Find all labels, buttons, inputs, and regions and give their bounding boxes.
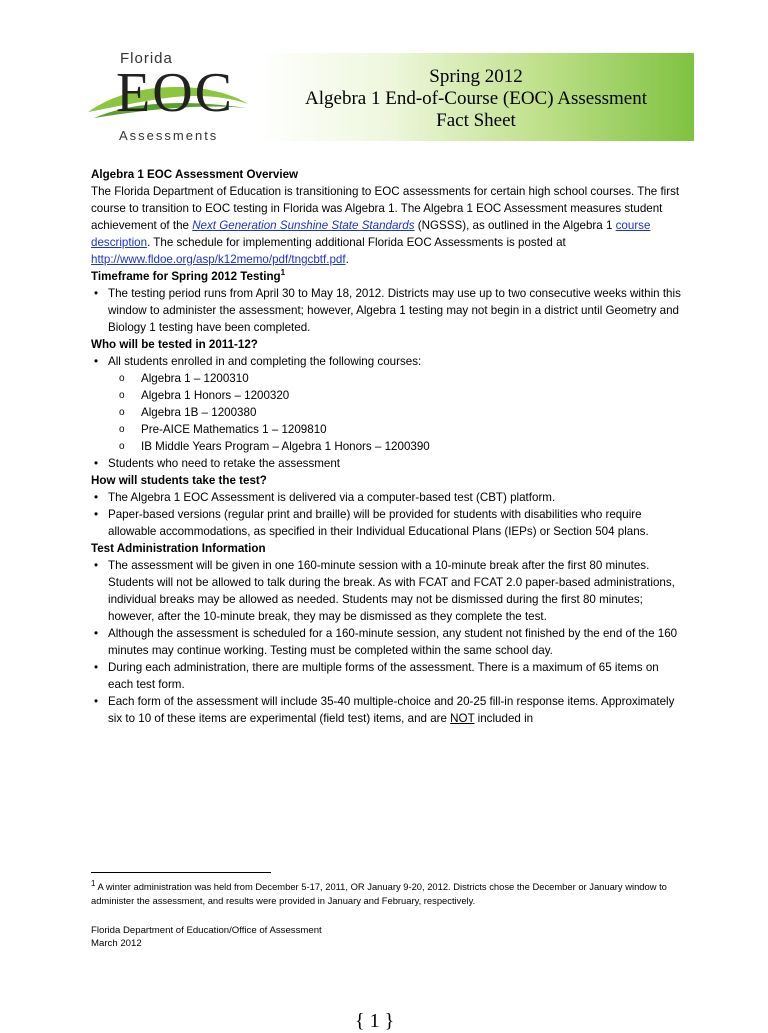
logo-eoc-text: EOC (116, 62, 234, 124)
logo-assessments-text: Assessments (119, 128, 219, 143)
overview-text-3: . The schedule for implementing additional Florida EOC Assessments is posted at (147, 236, 566, 249)
course-list (91, 370, 681, 455)
footnote-ref: 1 (280, 268, 286, 278)
overview-text-4: . (345, 253, 349, 266)
course-item: o Algebra 1B – 1200380 (141, 404, 681, 421)
who-heading: Who will be tested in 2011-12? (91, 338, 258, 351)
course-item: o Pre-AICE Mathematics 1 – 1209810 (141, 421, 681, 438)
footnote-text: A winter administration was held from December 5-17, 2011, OR January 9-20, 2012. Districts chose the December or January window to administer the assessment, and results were provided in January and February, respectively. (91, 881, 667, 906)
course-item: o Algebra 1 Honors – 1200320 (141, 387, 681, 404)
course-item: o Algebra 1 – 1200310 (141, 370, 681, 387)
page-footer (91, 924, 322, 950)
schedule-pdf-link[interactable]: http://www.fldoe.org/asp/k12memo/pdf/tngcbtf.pdf (91, 253, 346, 266)
timeframe-heading-text: Timeframe for Spring 2012 Testing (91, 270, 281, 283)
course-description-link[interactable]: course description (91, 219, 651, 249)
footer-date: March 2012 (91, 938, 142, 949)
title-line-1: Spring 2012 (429, 66, 523, 87)
how-list (91, 489, 681, 540)
admin-last-text-end: included in (474, 712, 534, 725)
admin-list (91, 557, 681, 727)
admin-heading: Test Administration Information (91, 542, 266, 555)
page-number: { 1 } (355, 1010, 395, 1032)
list-item: • The assessment will be given in one 160-minute session with a 10-minute break after the first 80 minutes. Students will not be allowed to talk during the break. As with FCAT and FCAT 2.0 paper-based administrations, individual breaks may be allowed as needed. Students may not be dismissed during the first 80 minutes; however, after the 10-minute break, they may be dismissed as they complete the test. (108, 557, 681, 625)
title-text (258, 66, 694, 132)
timeframe-heading (91, 268, 681, 285)
list-item: • Paper-based versions (regular print and braille) will be provided for students with disabilities who require allowable accommodations, as specified in their Individual Educational Plans (IEPs) or Section 504 plans. (108, 506, 681, 540)
who-list (91, 353, 681, 472)
title-banner (258, 53, 694, 141)
how-heading: How will students take the test? (91, 474, 267, 487)
overview-text-2: (NGSSS), as outlined in the Algebra 1 (414, 219, 616, 232)
title-line-3: Fact Sheet (436, 110, 516, 131)
who-bullet-1: All students enrolled in and completing the following courses: (108, 355, 422, 368)
list-item (108, 693, 681, 727)
footnote-number: 1 (91, 878, 96, 888)
ngsss-link[interactable]: Next Generation Sunshine State Standards (192, 219, 415, 232)
overview-paragraph (91, 183, 681, 268)
overview-text-1: The Florida Department of Education is transitioning to EOC assessments for certain high school courses. The first course to transition to EOC testing in Florida was Algebra 1. The Algebra 1 EOC Assessment measures student achievement of the (91, 185, 680, 232)
list-item: • During each administration, there are multiple forms of the assessment. There is a maximum of 65 items on each test form. (108, 659, 681, 693)
timeframe-list (91, 285, 681, 336)
document-body (91, 166, 681, 727)
list-item: • The testing period runs from April 30 to May 18, 2012. Districts may use up to two consecutive weeks within this window to administer the assessment; however, Algebra 1 testing may not begin in a district until Geometry and Biology 1 testing have been completed. (108, 285, 681, 336)
not-emphasis: NOT (450, 712, 475, 725)
list-item (108, 353, 681, 455)
overview-heading: Algebra 1 EOC Assessment Overview (91, 168, 299, 181)
logo-florida-text: Florida (120, 50, 173, 67)
list-item: • The Algebra 1 EOC Assessment is delivered via a computer-based test (CBT) platform. (108, 489, 681, 506)
footer-organization: Florida Department of Education/Office of Assessment (91, 925, 322, 936)
admin-last-text: Each form of the assessment will include 35-40 multiple-choice and 20-25 fill-in response items. Approximately six to 10 of these items are experimental (field test) items, and are (108, 695, 675, 725)
list-item: • Although the assessment is scheduled for a 160-minute session, any student not finished by the end of the 160 minutes may continue working. Testing must be completed within the same school day. (108, 625, 681, 659)
footnote (91, 880, 691, 908)
list-item: • Students who need to retake the assessment (108, 455, 681, 472)
florida-eoc-logo (86, 50, 251, 145)
title-line-2: Algebra 1 End-of-Course (EOC) Assessment (305, 88, 647, 109)
course-item: o IB Middle Years Program – Algebra 1 Honors – 1200390 (141, 438, 681, 455)
footnote-divider (91, 872, 271, 873)
